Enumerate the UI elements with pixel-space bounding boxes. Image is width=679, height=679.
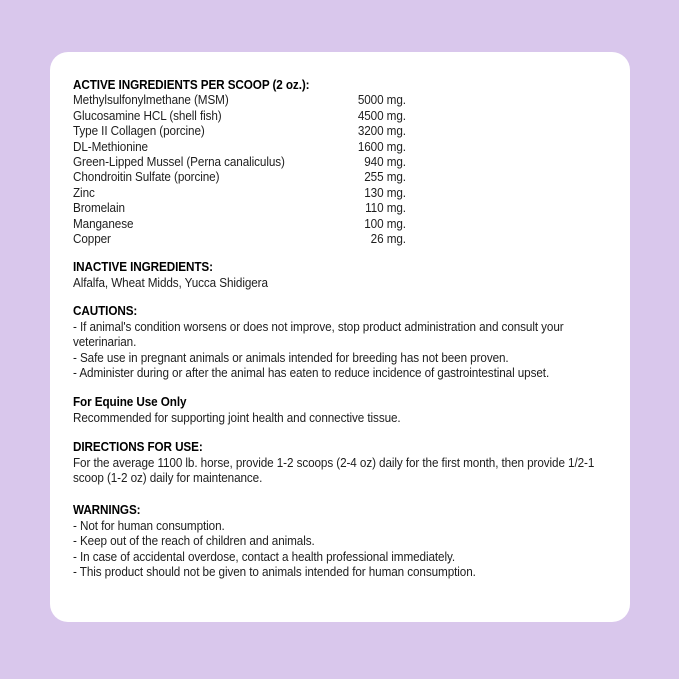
ingredient-row <box>73 170 611 185</box>
label-content <box>73 78 611 580</box>
ingredient-name: Manganese <box>73 216 134 231</box>
ingredient-name: DL-Methionine <box>73 139 148 154</box>
ingredient-amount: 940 mg. <box>364 155 406 170</box>
ingredient-row <box>73 186 611 201</box>
equine-use-heading: For Equine Use Only <box>73 395 187 410</box>
ingredient-name: Bromelain <box>73 201 125 216</box>
directions-text: For the average 1100 lb. horse, provide 1-2 scoops (2-4 oz) daily for the first month, then provide 1/2-1 scoop (1-2 oz) daily for maintenance. <box>73 455 595 485</box>
ingredient-row <box>73 140 611 155</box>
ingredient-row <box>73 217 611 232</box>
warning-item: - In case of accidental overdose, contact a health professional immediately. <box>73 549 456 564</box>
ingredient-name: Methylsulfonylmethane (MSM) <box>73 93 229 108</box>
warning-item: - Not for human consumption. <box>73 518 225 533</box>
ingredient-name: Copper <box>73 232 111 247</box>
caution-item: - Safe use in pregnant animals or animals intended for breeding has not been proven. <box>73 350 509 365</box>
cautions-heading: CAUTIONS: <box>73 304 138 319</box>
caution-item: - If animal's condition worsens or does not improve, stop product administration and consult your veterinarian. <box>73 319 564 350</box>
ingredient-amount: 110 mg. <box>365 201 406 216</box>
ingredient-row <box>73 201 611 216</box>
ingredient-name: Green-Lipped Mussel (Perna canaliculus) <box>73 155 285 170</box>
equine-use-section <box>73 395 611 426</box>
warning-item: - Keep out of the reach of children and animals. <box>73 534 315 549</box>
ingredient-amount: 5000 mg. <box>357 93 406 108</box>
ingredient-name: Glucosamine HCL (shell fish) <box>73 108 222 123</box>
active-ingredients-heading: ACTIVE INGREDIENTS PER SCOOP (2 oz.): <box>73 78 310 92</box>
warnings-heading: WARNINGS: <box>73 503 141 518</box>
cautions-section <box>73 304 611 381</box>
ingredient-amount: 26 mg. <box>370 232 406 247</box>
ingredient-name: Zinc <box>73 185 95 200</box>
label-card <box>50 52 630 622</box>
ingredient-amount: 100 mg. <box>364 216 406 231</box>
ingredient-row <box>73 155 611 170</box>
caution-item: - Administer during or after the animal has eaten to reduce incidence of gastrointestinal upset. <box>73 365 550 380</box>
inactive-ingredients-section <box>73 260 611 291</box>
ingredient-row <box>73 124 611 139</box>
ingredient-amount: 255 mg. <box>364 170 406 185</box>
ingredient-amount: 3200 mg. <box>357 124 406 139</box>
warning-item: - This product should not be given to animals intended for human consumption. <box>73 564 476 579</box>
ingredient-amount: 1600 mg. <box>357 139 406 154</box>
inactive-ingredients-text: Alfalfa, Wheat Midds, Yucca Shidigera <box>73 275 268 290</box>
ingredient-amount: 4500 mg. <box>357 108 406 123</box>
inactive-ingredients-heading: INACTIVE INGREDIENTS: <box>73 260 213 275</box>
ingredient-row <box>73 93 611 108</box>
active-ingredients-section <box>73 78 611 247</box>
equine-use-text: Recommended for supporting joint health and connective tissue. <box>73 410 401 425</box>
ingredient-amount: 130 mg. <box>364 185 406 200</box>
ingredient-row <box>73 109 611 124</box>
ingredient-name: Type II Collagen (porcine) <box>73 124 205 139</box>
directions-heading: DIRECTIONS FOR USE: <box>73 440 203 455</box>
warnings-section <box>73 503 611 580</box>
ingredient-row <box>73 232 611 247</box>
directions-section <box>73 440 611 486</box>
ingredient-name: Chondroitin Sulfate (porcine) <box>73 170 220 185</box>
